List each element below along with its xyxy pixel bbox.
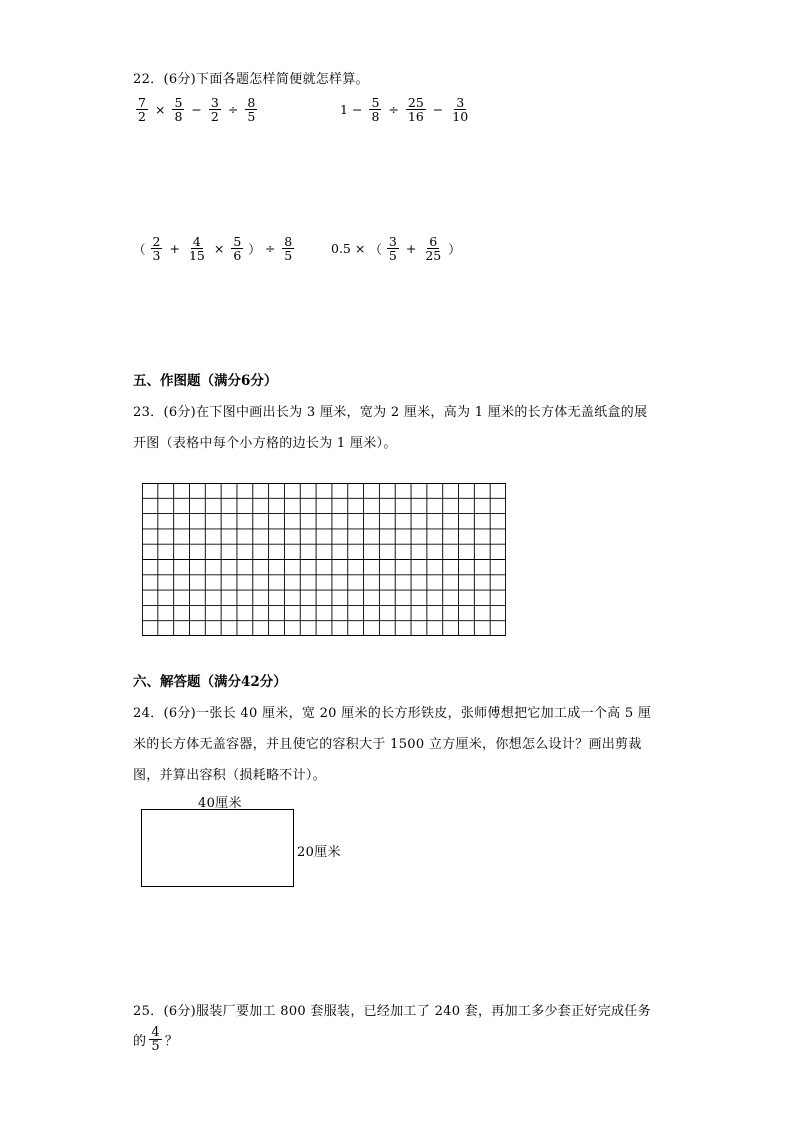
q23-line-2: 开图（表格中每个小方格的边长为 1 厘米）。	[133, 436, 397, 451]
section-6-heading: 六、解答题（满分42分）	[133, 674, 287, 690]
fraction: $\frac{3}{2}$	[210, 95, 219, 124]
fraction: $\frac{8}{5}$	[284, 234, 293, 263]
fraction: $\frac{7}{2}$	[138, 95, 146, 124]
fraction: $\frac{5}{8}$	[371, 95, 380, 124]
q22-expression-4: 0.5 × （ $\frac{3}{5}$ + $\frac{6}{25}$ ）	[331, 234, 461, 263]
fraction: $\frac{3}{10}$	[452, 95, 469, 124]
q23-line-1: 23．(6分)在下图中画出长为 3 厘米，宽为 2 厘米，高为 1 厘米的长方体无盖纸盒的展	[133, 405, 648, 420]
iron-sheet-rectangle	[141, 809, 294, 887]
length-label: 40厘米	[198, 796, 242, 811]
q22-expression-1: $\frac{7}{2}$ × $\frac{5}{8}$ − $\frac{3}{2}$ ÷ $\frac{8}{5}$	[138, 95, 256, 124]
fraction: $\frac{4}{15}$	[188, 234, 205, 263]
fraction: $\frac{8}{5}$	[247, 95, 256, 124]
section-5-heading: 五、作图题（满分6分）	[133, 373, 278, 389]
fraction: $\frac{3}{5}$	[388, 234, 397, 263]
fraction: $\frac{4}{5}$	[151, 1025, 160, 1054]
q22-text: 22．(6分)下面各题怎样简便就怎样算。	[133, 72, 369, 87]
square-grid[interactable]	[142, 483, 506, 636]
fraction: $\frac{25}{16}$	[407, 95, 424, 124]
fraction: $\frac{5}{6}$	[233, 234, 242, 263]
fraction: $\frac{2}{3}$	[152, 234, 161, 263]
fraction: $\frac{5}{8}$	[174, 95, 183, 124]
q25-line-2: 的 $\frac{4}{5}$ ？	[133, 1025, 179, 1054]
q24-line-3: 图，并算出容积（损耗略不计）。	[133, 768, 327, 783]
width-label: 20厘米	[297, 845, 341, 860]
q25-line-1: 25．(6分)服装厂要加工 800 套服装，已经加工了 240 套，再加工多少套正好完成任务	[133, 1004, 651, 1019]
q22-expression-3: （ $\frac{2}{3}$ + $\frac{4}{15}$ × $\frac{5}{6}$ ） ÷ $\frac{8}{5}$	[133, 234, 293, 263]
q24-line-2: 米的长方体无盖容器，并且使它的容积大于 1500 立方厘米，你想怎么设计？画出剪裁	[133, 737, 642, 752]
q24-line-1: 24．(6分)一张长 40 厘米，宽 20 厘米的长方形铁皮，张师傅想把它加工成一个高 5 厘	[133, 706, 652, 721]
q22-expression-2: 1 − $\frac{5}{8}$ ÷ $\frac{25}{16}$ − $\frac{3}{10}$	[340, 95, 469, 124]
fraction: $\frac{6}{25}$	[425, 234, 442, 263]
